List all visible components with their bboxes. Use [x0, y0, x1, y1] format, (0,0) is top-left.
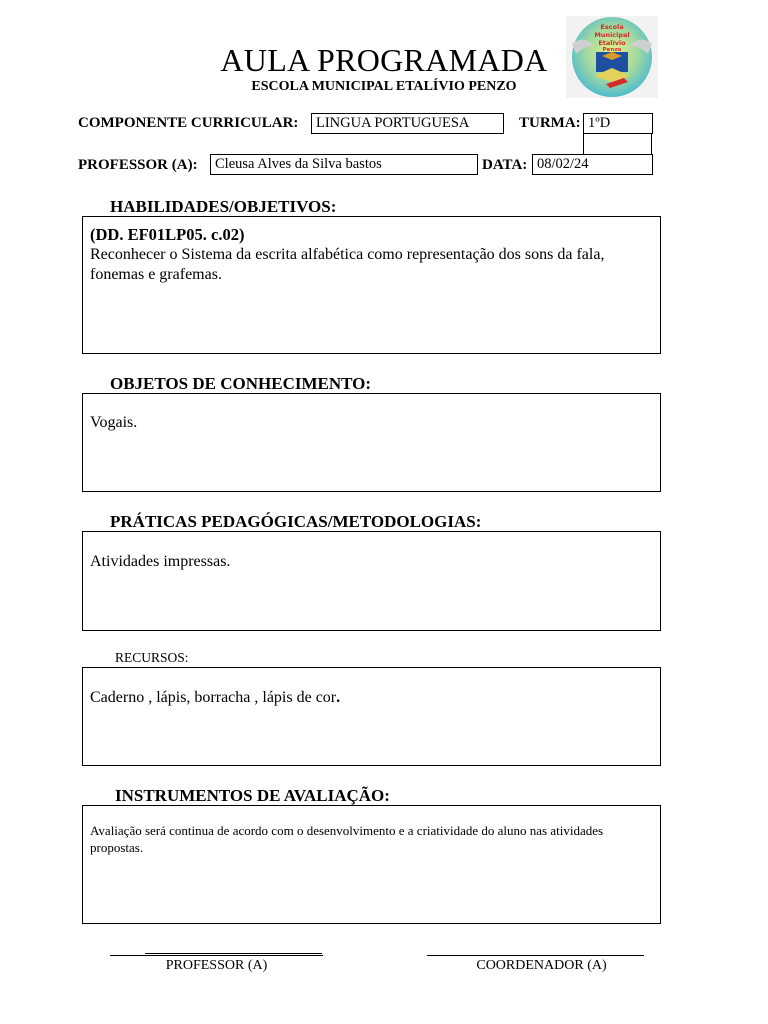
svg-text:Municipal: Municipal [594, 31, 630, 39]
praticas-text: Atividades impressas. [90, 553, 231, 570]
school-logo [566, 16, 658, 98]
habilidades-heading: HABILIDADES/OBJETIVOS: [110, 197, 337, 216]
professor-signature-label: PROFESSOR (A) [165, 958, 268, 973]
coordenador-signature-line [427, 955, 644, 956]
habilidade-text: Reconhecer o Sistema da escrita alfabética como representação dos sons da fala, fonemas e grafemas. [90, 246, 605, 283]
professor-field[interactable]: Cleusa Alves da Silva bastos [210, 154, 478, 175]
recursos-text-period: . [336, 689, 341, 706]
date-field[interactable]: 08/02/24 [532, 154, 653, 175]
logo-text: Escola [600, 23, 624, 31]
school-name: ESCOLA MUNICIPAL ETALÍVIO PENZO [251, 79, 517, 94]
recursos-text: Caderno , lápis, borracha , lápis de cor [90, 689, 337, 706]
componente-field[interactable]: LINGUA PORTUGUESA [311, 113, 504, 134]
avaliacao-heading: INSTRUMENTOS DE AVALIAÇÃO: [115, 786, 390, 805]
page-title: AULA PROGRAMADA [220, 42, 548, 78]
recursos-heading: RECURSOS: [115, 650, 189, 665]
data-label: DATA: [482, 157, 528, 173]
turma-field-extra [583, 133, 652, 155]
svg-text:Etalívio: Etalívio [598, 39, 626, 47]
avaliacao-box[interactable] [82, 805, 661, 924]
professor-signature-line [110, 955, 323, 956]
praticas-heading: PRÁTICAS PEDAGÓGICAS/METODOLOGIAS: [110, 512, 482, 531]
turma-label: TURMA: [519, 115, 581, 131]
recursos-box[interactable] [82, 667, 661, 766]
professor-signature-line-2 [145, 953, 322, 954]
componente-label: COMPONENTE CURRICULAR: [78, 115, 299, 131]
coordenador-signature-label: COORDENADOR (A) [476, 958, 607, 973]
habilidade-code: (DD. EF01LP05. c.02) [90, 225, 245, 244]
objetos-box[interactable] [82, 393, 661, 492]
turma-field[interactable]: 1ºD [583, 113, 653, 134]
habilidades-box[interactable] [82, 216, 661, 354]
objetos-heading: OBJETOS DE CONHECIMENTO: [110, 374, 372, 393]
praticas-box[interactable] [82, 531, 661, 631]
objetos-text: Vogais. [90, 414, 138, 431]
professor-label: PROFESSOR (A): [78, 157, 198, 173]
avaliacao-text: Avaliação será continua de acordo com o desenvolvimento e a criatividade do aluno nas atividades propostas. [90, 823, 604, 855]
svg-text:Penzo: Penzo [602, 47, 622, 53]
